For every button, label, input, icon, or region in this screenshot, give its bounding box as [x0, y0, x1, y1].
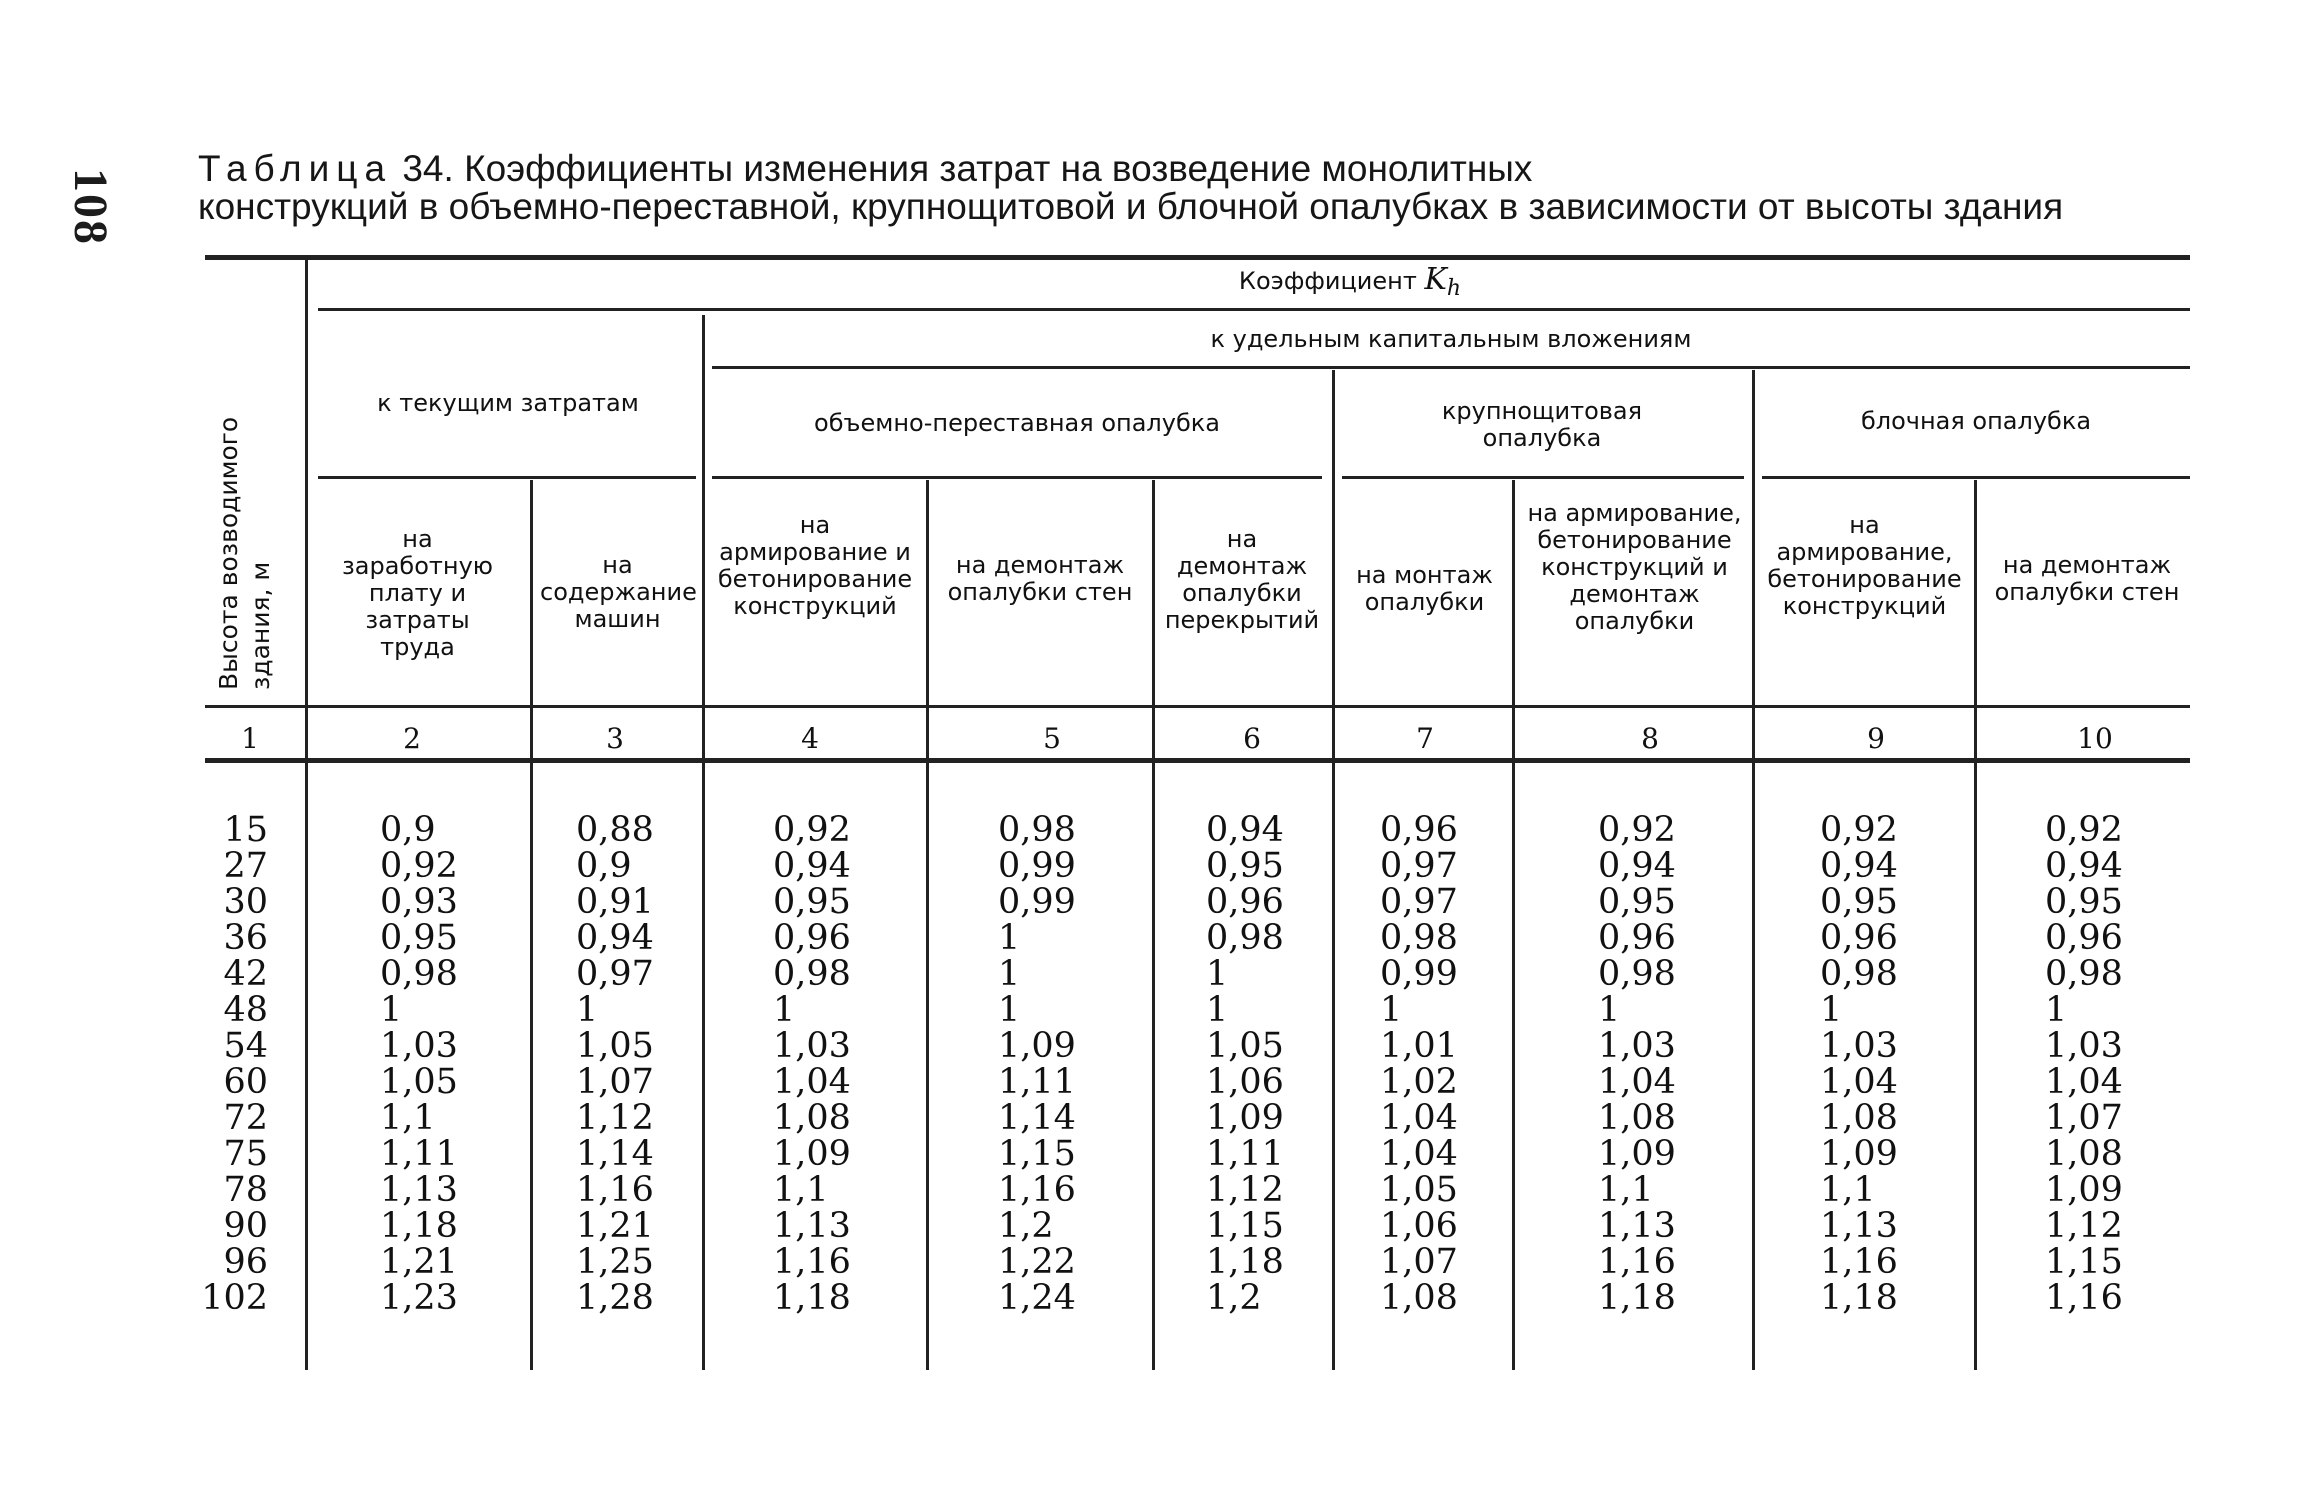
table-cell: 0,93	[380, 882, 458, 922]
table-cell: 1,1	[1820, 1170, 1876, 1210]
table-cell: 1,07	[1380, 1242, 1458, 1282]
table-cell: 0,96	[1598, 918, 1676, 958]
table-cell: 1,05	[380, 1062, 458, 1102]
table-cell: 0,91	[576, 882, 654, 922]
table-cell: 0,96	[1206, 882, 1284, 922]
table-cell: 1,03	[2045, 1026, 2123, 1066]
rule-above-col-numbers	[205, 705, 2190, 708]
table-cell: 1,03	[1598, 1026, 1676, 1066]
col-number-2: 2	[403, 722, 421, 755]
table-cell: 0,98	[1598, 954, 1676, 994]
table-cell: 1,15	[1206, 1206, 1284, 1246]
header-coefficient-subscript: h	[1446, 275, 1462, 301]
data-column-8	[1598, 812, 1676, 1316]
table-cell: 1,22	[998, 1242, 1076, 1282]
table-cell: 0,9	[576, 846, 632, 886]
vrule-3	[702, 315, 705, 1370]
heights-column	[200, 812, 268, 1316]
table-cell: 1,13	[1598, 1206, 1676, 1246]
vrule-5	[1152, 480, 1155, 1370]
height-cell: 30	[223, 882, 268, 922]
rule-below-volume-formwork	[712, 476, 1322, 479]
table-cell: 0,92	[380, 846, 458, 886]
vrule-7	[1512, 480, 1515, 1370]
vrule-8	[1752, 370, 1755, 1370]
table-cell: 0,96	[1380, 810, 1458, 850]
table-cell: 1,28	[576, 1278, 654, 1318]
table-cell: 1	[380, 990, 403, 1030]
table-cell: 1,12	[1206, 1170, 1284, 1210]
height-cell: 48	[223, 990, 268, 1030]
table-cell: 1,07	[576, 1062, 654, 1102]
table-cell: 0,95	[773, 882, 851, 922]
vrule-4	[926, 480, 929, 1370]
col-number-4: 4	[801, 722, 819, 755]
table-cell: 0,99	[998, 846, 1076, 886]
table-cell: 1,16	[576, 1170, 654, 1210]
table-cell: 1,13	[773, 1206, 851, 1246]
table-cell: 0,95	[1598, 882, 1676, 922]
table-cell: 1,18	[1206, 1242, 1284, 1282]
col-number-8: 8	[1641, 722, 1659, 755]
table-cell: 0,98	[2045, 954, 2123, 994]
table-cell: 1,08	[773, 1098, 851, 1138]
height-cell: 90	[223, 1206, 268, 1246]
table-cell: 1,15	[2045, 1242, 2123, 1282]
header-col-5: на демонтаж опалубки стен	[947, 551, 1133, 606]
vrule-2	[530, 480, 533, 1370]
caption-title-line2: конструкций в объемно-переставной, крупнощитовой и блочной опалубках в зависимости от высоты здания	[198, 186, 2064, 227]
page-number: 108	[64, 168, 117, 246]
table-cell: 1,06	[1380, 1206, 1458, 1246]
table-cell: 1,16	[773, 1242, 851, 1282]
table-cell: 1,11	[380, 1134, 458, 1174]
data-column-6	[1206, 812, 1284, 1316]
height-cell: 27	[223, 846, 268, 886]
table-caption	[198, 150, 2098, 226]
table-cell: 1,09	[1206, 1098, 1284, 1138]
height-cell: 102	[201, 1278, 268, 1318]
table-cell: 1,06	[1206, 1062, 1284, 1102]
header-block-formwork: блочная опалубка	[1860, 407, 2092, 435]
table-cell: 0,9	[380, 810, 436, 850]
table-cell: 0,98	[998, 810, 1076, 850]
table-cell: 1,05	[1206, 1026, 1284, 1066]
table-cell: 0,88	[576, 810, 654, 850]
table-cell: 0,98	[1820, 954, 1898, 994]
table-cell: 1	[2045, 990, 2068, 1030]
table-cell: 0,99	[998, 882, 1076, 922]
table-cell: 1,09	[998, 1026, 1076, 1066]
table-cell: 1,16	[998, 1170, 1076, 1210]
table-cell: 0,98	[380, 954, 458, 994]
table-cell: 1,04	[1380, 1134, 1458, 1174]
table-cell: 1,16	[1598, 1242, 1676, 1282]
table-cell: 1	[1380, 990, 1403, 1030]
table-cell: 1,05	[1380, 1170, 1458, 1210]
table-cell: 1,09	[1820, 1134, 1898, 1174]
table-cell: 1,03	[773, 1026, 851, 1066]
table-cell: 1,04	[773, 1062, 851, 1102]
header-col-3: на содержание машин	[540, 551, 697, 633]
table-cell: 1	[1206, 990, 1229, 1030]
header-col-8: на армирование, бетонирование конструкций и демонтаж опалубки	[1527, 499, 1742, 635]
table-cell: 1,08	[2045, 1134, 2123, 1174]
table-cell: 1	[1598, 990, 1621, 1030]
table-cell: 0,92	[1820, 810, 1898, 850]
table-cell: 1,1	[773, 1170, 829, 1210]
table-cell: 1,11	[998, 1062, 1076, 1102]
vrule-6	[1332, 370, 1335, 1370]
header-col-9: на армирование, бетонирование конструкций	[1767, 511, 1962, 620]
table-cell: 0,94	[576, 918, 654, 958]
table-cell: 1,03	[380, 1026, 458, 1066]
table-cell: 1,12	[2045, 1206, 2123, 1246]
data-column-9	[1820, 812, 1898, 1316]
rule-below-capital	[712, 366, 2190, 369]
table-cell: 1,09	[1598, 1134, 1676, 1174]
table-cell: 1,1	[1598, 1170, 1654, 1210]
header-capital-investments: к удельным капитальным вложениям	[1210, 325, 1692, 353]
table-cell: 1,13	[380, 1170, 458, 1210]
header-col-6: на демонтаж опалубки перекрытий	[1164, 525, 1320, 634]
table-cell: 1	[998, 954, 1021, 994]
rule-below-large-panel	[1342, 476, 1744, 479]
table-cell: 1	[1206, 954, 1229, 994]
table-cell: 0,95	[1206, 846, 1284, 886]
caption-title-line1: 34. Коэффициенты изменения затрат на возведение монолитных	[392, 148, 1533, 189]
table-cell: 0,95	[2045, 882, 2123, 922]
table-cell: 1,09	[773, 1134, 851, 1174]
height-cell: 15	[223, 810, 268, 850]
col-number-7: 7	[1416, 722, 1434, 755]
header-coefficient	[1000, 262, 1700, 302]
table-cell: 1,03	[1820, 1026, 1898, 1066]
data-column-5	[998, 812, 1076, 1316]
table-cell: 1,04	[1820, 1062, 1898, 1102]
table-cell: 0,92	[773, 810, 851, 850]
table-cell: 1,25	[576, 1242, 654, 1282]
table-cell: 1,15	[998, 1134, 1076, 1174]
col-number-6: 6	[1243, 722, 1261, 755]
table-cell: 1,16	[2045, 1278, 2123, 1318]
col-number-10: 10	[2077, 722, 2113, 755]
table-cell: 0,96	[2045, 918, 2123, 958]
table-cell: 1	[576, 990, 599, 1030]
header-col-4: на армирование и бетонирование конструкций	[717, 511, 913, 620]
table-top-rule	[205, 255, 2190, 260]
table-cell: 1,04	[2045, 1062, 2123, 1102]
table-cell: 1,24	[998, 1278, 1076, 1318]
table-cell: 0,95	[380, 918, 458, 958]
table-cell: 1,04	[1380, 1098, 1458, 1138]
table-cell: 0,95	[1820, 882, 1898, 922]
height-cell: 54	[223, 1026, 268, 1066]
table-cell: 1,14	[998, 1098, 1076, 1138]
table-cell: 1,14	[576, 1134, 654, 1174]
table-cell: 0,94	[2045, 846, 2123, 886]
table-cell: 1,05	[576, 1026, 654, 1066]
table-cell: 1	[773, 990, 796, 1030]
col-number-3: 3	[606, 722, 624, 755]
table-cell: 1,18	[380, 1206, 458, 1246]
col-number-9: 9	[1867, 722, 1885, 755]
data-column-2	[380, 812, 458, 1316]
table-cell: 0,94	[1820, 846, 1898, 886]
table-cell: 0,92	[2045, 810, 2123, 850]
header-large-panel-formwork: крупнощитовая опалубка	[1441, 397, 1643, 452]
vrule-9	[1974, 480, 1977, 1370]
table-cell: 0,94	[1598, 846, 1676, 886]
table-cell: 1,01	[1380, 1026, 1458, 1066]
height-cell: 72	[223, 1098, 268, 1138]
table-cell: 1	[998, 990, 1021, 1030]
table-cell: 1,07	[2045, 1098, 2123, 1138]
col-number-5: 5	[1043, 722, 1061, 755]
table-cell: 1,08	[1380, 1278, 1458, 1318]
table-cell: 1,18	[1598, 1278, 1676, 1318]
table-cell: 1	[998, 918, 1021, 958]
data-column-3	[576, 812, 654, 1316]
table-cell: 1,16	[1820, 1242, 1898, 1282]
table-cell: 1,12	[576, 1098, 654, 1138]
table-cell: 1,21	[576, 1206, 654, 1246]
table-cell: 1,13	[1820, 1206, 1898, 1246]
header-current-costs: к текущим затратам	[377, 389, 639, 417]
height-cell: 78	[223, 1170, 268, 1210]
height-cell: 60	[223, 1062, 268, 1102]
header-height: Высота возводимого здания, м	[214, 416, 275, 690]
table-cell: 1,09	[2045, 1170, 2123, 1210]
table-cell: 0,99	[1380, 954, 1458, 994]
rule-below-block	[1762, 476, 2190, 479]
table-cell: 1,04	[1598, 1062, 1676, 1102]
table-cell: 1,02	[1380, 1062, 1458, 1102]
table-cell: 0,96	[1820, 918, 1898, 958]
header-coefficient-symbol: K	[1424, 262, 1447, 297]
table-cell: 0,97	[1380, 882, 1458, 922]
col-number-1: 1	[241, 722, 259, 755]
table-cell: 0,96	[773, 918, 851, 958]
table-cell: 0,98	[1206, 918, 1284, 958]
table-cell: 1,18	[1820, 1278, 1898, 1318]
table-cell: 0,98	[773, 954, 851, 994]
table-cell: 0,94	[1206, 810, 1284, 850]
header-col-2: на заработную плату и затраты труда	[342, 525, 493, 661]
header-coefficient-label: Коэффициент	[1238, 267, 1417, 295]
table-cell: 1,23	[380, 1278, 458, 1318]
table-cell: 1,18	[773, 1278, 851, 1318]
height-cell: 75	[223, 1134, 268, 1174]
data-column-10	[2045, 812, 2123, 1316]
header-volume-formwork: объемно-переставная опалубка	[814, 409, 1220, 437]
table-cell: 1,11	[1206, 1134, 1284, 1174]
height-cell: 96	[223, 1242, 268, 1282]
vrule-1	[305, 260, 308, 1370]
rule-below-col-numbers	[205, 758, 2190, 763]
data-column-7	[1380, 812, 1458, 1316]
table-cell: 1,21	[380, 1242, 458, 1282]
table-cell: 0,97	[1380, 846, 1458, 886]
height-cell: 36	[223, 918, 268, 958]
table-cell: 1,08	[1598, 1098, 1676, 1138]
table-cell: 1,08	[1820, 1098, 1898, 1138]
caption-prefix: Таблица	[198, 148, 393, 189]
table-cell: 0,97	[576, 954, 654, 994]
table-cell: 1,1	[380, 1098, 436, 1138]
header-col-7: на монтаж опалубки	[1356, 561, 1493, 616]
table-cell: 0,98	[1380, 918, 1458, 958]
table-cell: 1,2	[1206, 1278, 1262, 1318]
rule-below-current-costs	[318, 476, 696, 479]
header-col-10: на демонтаж опалубки стен	[1994, 551, 2180, 606]
table-cell: 1	[1820, 990, 1843, 1030]
height-cell: 42	[223, 954, 268, 994]
data-column-4	[773, 812, 851, 1316]
table-cell: 0,94	[773, 846, 851, 886]
table-cell: 0,92	[1598, 810, 1676, 850]
rule-below-coefficient	[318, 308, 2190, 311]
table-cell: 1,2	[998, 1206, 1054, 1246]
